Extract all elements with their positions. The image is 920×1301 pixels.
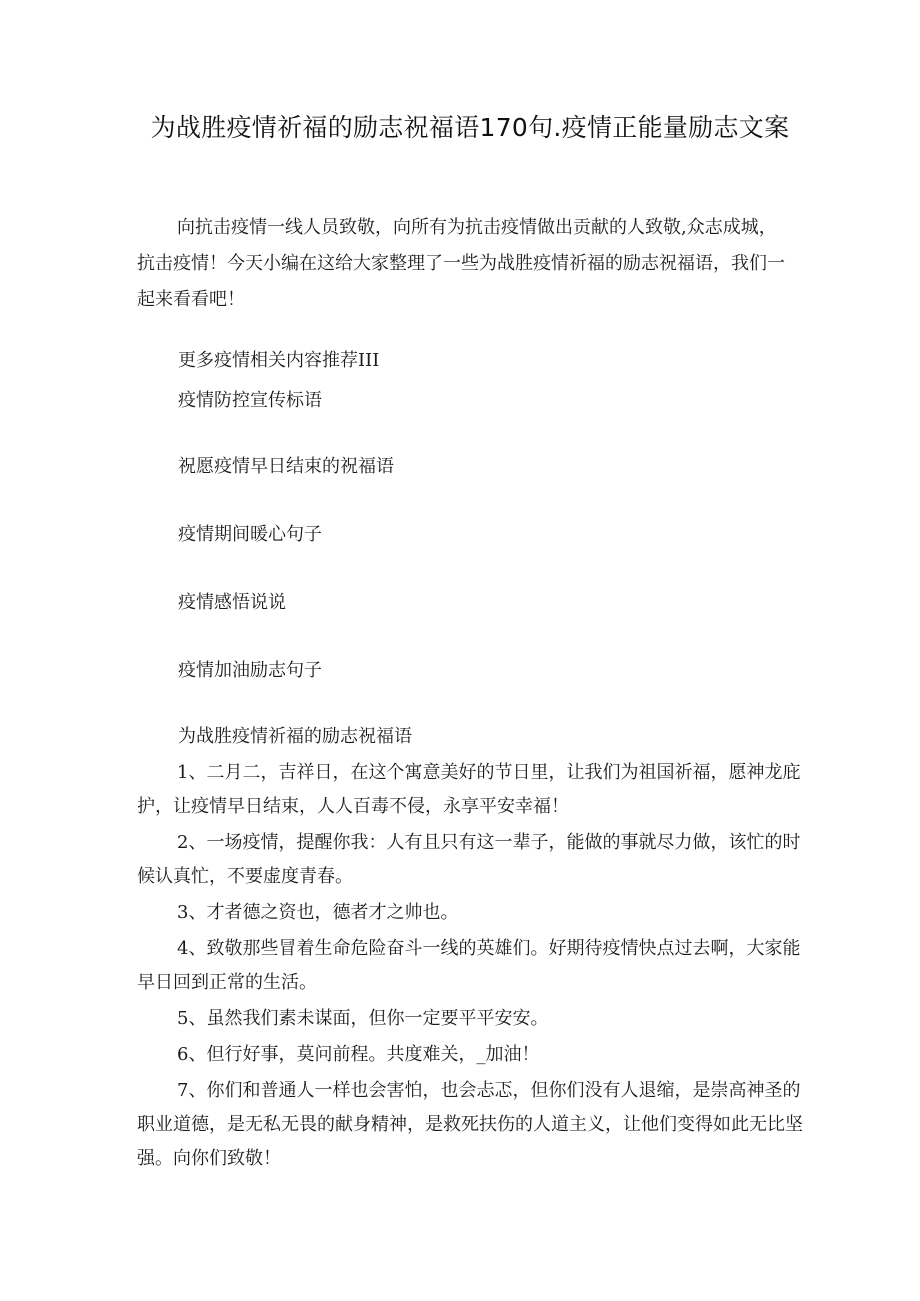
intro-paragraph: 向抗击疫情一线人员致敬，向所有为抗击疫情做出贡献的人致敬,众志成城，抗击疫情！今天小编在这给大家整理了一些为战胜疫情祈福的励志祝福语，我们一起来看看吧！ — [137, 217, 785, 310]
related-link-item[interactable]: 疫情加油励志句子 — [178, 660, 322, 681]
related-link-item[interactable]: 祝愿疫情早日结束的祝福语 — [178, 456, 394, 477]
wish-item: 5、虽然我们素未谋面，但你一定要平平安安。 — [177, 1008, 549, 1029]
wish-list — [137, 756, 809, 1178]
section-title: 为战胜疫情祈福的励志祝福语 — [178, 726, 412, 747]
related-link-item[interactable]: 疫情期间暖心句子 — [178, 524, 322, 545]
wish-item: 3、才者德之资也，德者才之帅也。 — [177, 902, 459, 923]
wish-item: 1、二月二，吉祥日，在这个寓意美好的节日里，让我们为祖国祈福，愿神龙庇护，让疫情早日结束，人人百毒不侵，永享平安幸福！ — [137, 762, 801, 817]
document-title: 为战胜疫情祈福的励志祝福语170句.疫情正能量励志文案 — [150, 113, 790, 142]
wish-item: 2、一场疫情，提醒你我：人有且只有这一辈子，能做的事就尽力做，该忙的时候认真忙，不要虚度青春。 — [137, 832, 801, 887]
related-link-item[interactable]: 疫情防控宣传标语 — [178, 390, 322, 411]
related-link-item[interactable]: 疫情感悟说说 — [178, 592, 286, 613]
wish-item: 4、致敬那些冒着生命危险奋斗一线的英雄们。好期待疫情快点过去啊，大家能早日回到正常的生活。 — [137, 938, 801, 993]
wish-item: 7、你们和普通人一样也会害怕，也会忐忑，但你们没有人退缩，是崇高神圣的职业道德，是无私无畏的献身精神，是救死扶伤的人道主义，让他们变得如此无比坚强。向你们致敬！ — [137, 1080, 803, 1169]
wish-item: 6、但行好事，莫问前程。共度难关，_加油！ — [177, 1044, 540, 1065]
related-heading: 更多疫情相关内容推荐III — [178, 350, 380, 371]
